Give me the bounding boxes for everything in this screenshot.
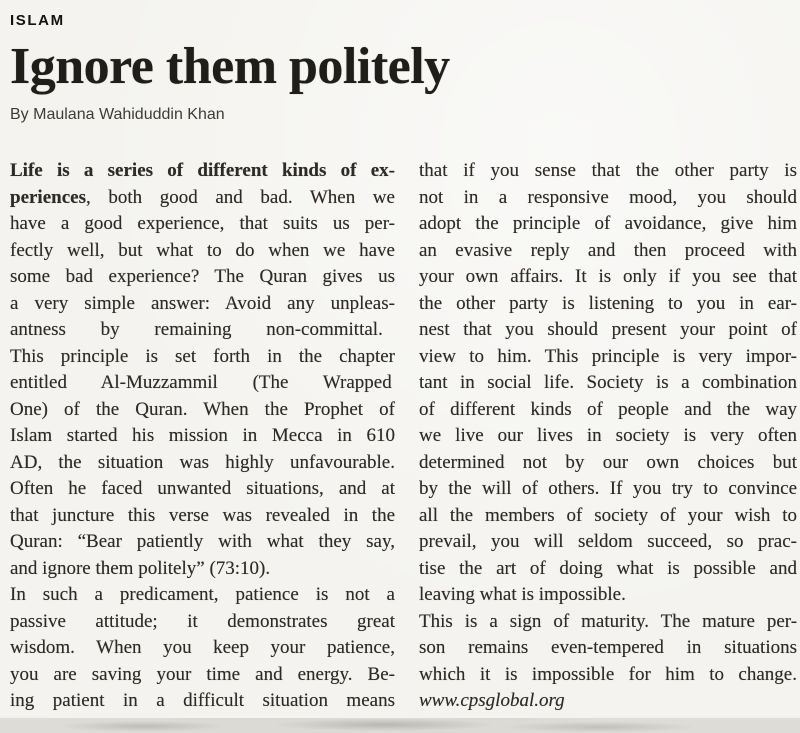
text-line: an evasive reply and then proceed with	[419, 239, 797, 261]
text-line: periences, both good and bad. When we	[10, 186, 395, 208]
text-line: Quran: “Bear patiently with what they say,	[10, 531, 395, 553]
text-line: One) of the Quran. When the Prophet of	[10, 398, 395, 420]
text-line: by the will of others. If you try to convince	[419, 478, 797, 500]
text-line: not in a responsive mood, you should	[419, 186, 797, 208]
text-line: of different kinds of people and the way	[419, 398, 798, 420]
text-line: tise the art of doing what is possible and	[419, 557, 797, 579]
text-line: that juncture this verse was revealed in the	[10, 504, 396, 526]
text-line: Life is a series of different kinds of ex-	[10, 160, 395, 182]
article-body	[10, 158, 798, 715]
article-column-left	[10, 158, 395, 715]
text-line: Often he faced unwanted situations, and at	[10, 478, 395, 500]
text-line: have a good experience, that suits us per-	[10, 213, 395, 235]
text-line: Islam started his mission in Mecca in 610	[10, 425, 395, 447]
text-line: prevail, you will seldom succeed, so prac-	[419, 531, 797, 553]
text-line: entitled Al-Muzzammil (The Wrapped	[10, 372, 392, 394]
text-line: www.cpsglobal.org	[419, 690, 565, 712]
text-line: a very simple answer: Avoid any unpleas-	[10, 292, 395, 314]
text-line: antness by remaining non-committal.	[10, 319, 383, 341]
text-line: we live our lives in society is very often	[419, 425, 798, 447]
article-column-right	[419, 158, 797, 715]
text-line: nest that you should present your point of	[419, 319, 797, 341]
text-line: This is a sign of maturity. The mature per-	[419, 610, 798, 632]
text-line: that if you sense that the other party is	[419, 160, 797, 182]
text-line: tant in social life. Society is a combination	[419, 372, 798, 394]
text-line: view to him. This principle is very impor-	[419, 345, 797, 367]
article-byline: By Maulana Wahiduddin Khan	[10, 106, 225, 124]
text-line: determined not by our own choices but	[419, 451, 798, 473]
text-line: your own affairs. It is only if you see that	[419, 266, 798, 288]
text-line: all the members of society of your wish to	[419, 504, 798, 526]
text-line: and ignore them politely” (73:10).	[10, 557, 271, 579]
text-line: In such a predicament, patience is not a	[10, 584, 395, 606]
text-line: which it is impossible for him to change.	[419, 663, 797, 685]
text-line: you are saving your time and energy. Be-	[10, 663, 395, 685]
scan-shadow-band	[0, 718, 800, 733]
text-line: This principle is set forth in the chapter	[10, 345, 395, 367]
text-line: AD, the situation was highly unfavourable.	[10, 451, 395, 473]
text-line: passive attitude; it demonstrates great	[10, 610, 395, 632]
text-line: ing patient in a difficult situation means	[10, 690, 395, 712]
text-line: some bad experience? The Quran gives us	[10, 266, 395, 288]
text-line: adopt the principle of avoidance, give him	[419, 213, 798, 235]
text-line: fectly well, but what to do when we have	[10, 239, 395, 261]
article-headline: Ignore them politely	[10, 38, 450, 95]
text-line: leaving what is impossible.	[419, 584, 626, 606]
section-kicker: ISLAM	[10, 12, 65, 29]
text-line: wisdom. When you keep your patience,	[10, 637, 395, 659]
text-line: the other party is listening to you in ear-	[419, 292, 797, 314]
text-line: son remains even-tempered in situations	[419, 637, 797, 659]
